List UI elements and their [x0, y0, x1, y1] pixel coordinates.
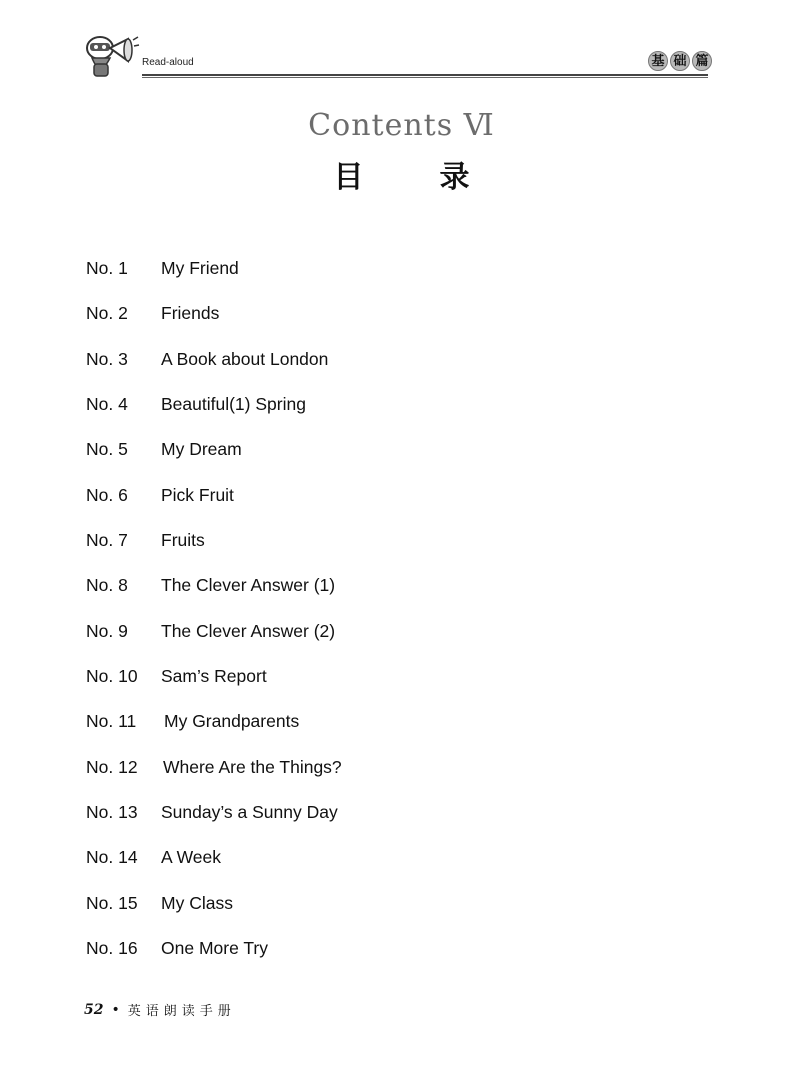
toc-title: My Dream — [161, 439, 242, 459]
toc-number: No. 3 — [86, 349, 128, 369]
toc-number: No. 4 — [86, 394, 128, 414]
toc-number: No. 12 — [86, 757, 138, 777]
toc-title: A Week — [161, 847, 221, 867]
page-title: Contents Ⅵ — [308, 108, 495, 143]
subtitle-char: 录 — [439, 160, 470, 195]
toc-entry[interactable] — [86, 938, 686, 966]
toc-title: Friends — [161, 303, 220, 323]
toc-entry[interactable] — [86, 847, 686, 875]
toc-title: Beautiful(1) Spring — [161, 394, 306, 414]
toc-title: Where Are the Things? — [163, 757, 342, 777]
page-number: 52 — [84, 1001, 104, 1018]
toc-title: My Friend — [161, 258, 239, 278]
toc-number: No. 1 — [86, 258, 128, 278]
toc-number: No. 5 — [86, 439, 128, 459]
section-badges — [648, 51, 712, 71]
toc-title: Fruits — [161, 530, 205, 550]
toc-entry[interactable] — [86, 439, 686, 467]
toc-entry[interactable] — [86, 893, 686, 921]
toc-number: No. 11 — [86, 711, 137, 731]
toc-title: Pick Fruit — [161, 485, 234, 505]
toc-entry[interactable] — [86, 757, 686, 785]
bullet-separator: • — [111, 1001, 120, 1018]
toc-entry[interactable] — [86, 711, 686, 739]
section-badge: 础 — [670, 51, 690, 71]
subtitle-char: 目 — [333, 160, 364, 195]
toc-number: No. 15 — [86, 893, 138, 913]
toc-title: A Book about London — [161, 349, 329, 369]
toc-number: No. 9 — [86, 621, 128, 641]
toc-number: No. 10 — [86, 666, 138, 686]
toc-number: No. 2 — [86, 303, 128, 323]
toc-entry[interactable] — [86, 349, 686, 377]
toc-entry[interactable] — [86, 394, 686, 422]
header-label: Read-aloud — [142, 57, 194, 68]
header-rule — [142, 74, 708, 76]
page-footer — [84, 1000, 236, 1019]
page-header — [84, 34, 710, 80]
toc-entry[interactable] — [86, 258, 686, 286]
toc-number: No. 16 — [86, 938, 138, 958]
toc-title: Sunday’s a Sunny Day — [161, 802, 338, 822]
toc-title: Sam’s Report — [161, 666, 267, 686]
header-rule-secondary — [142, 77, 708, 78]
toc-entry[interactable] — [86, 621, 686, 649]
toc-entry[interactable] — [86, 303, 686, 331]
section-badge: 基 — [648, 51, 668, 71]
toc-entry[interactable] — [86, 485, 686, 513]
toc-title: The Clever Answer (2) — [161, 621, 336, 641]
book-title: 英语朗读手册 — [127, 1004, 236, 1019]
toc-entry[interactable] — [86, 530, 686, 558]
toc-title: The Clever Answer (1) — [161, 575, 336, 595]
toc-number: No. 6 — [86, 485, 128, 505]
toc-number: No. 7 — [86, 530, 128, 550]
toc-title: My Class — [161, 893, 233, 913]
toc-entry[interactable] — [86, 575, 686, 603]
mascot-megaphone-icon — [84, 34, 140, 80]
toc-number: No. 14 — [86, 847, 138, 867]
section-badge: 篇 — [692, 51, 712, 71]
toc-entry[interactable] — [86, 802, 686, 830]
toc-title: One More Try — [161, 938, 268, 958]
toc-number: No. 13 — [86, 802, 138, 822]
toc-entry[interactable] — [86, 666, 686, 694]
page-subtitle — [0, 152, 803, 196]
toc-number: No. 8 — [86, 575, 128, 595]
toc-title: My Grandparents — [164, 711, 300, 731]
